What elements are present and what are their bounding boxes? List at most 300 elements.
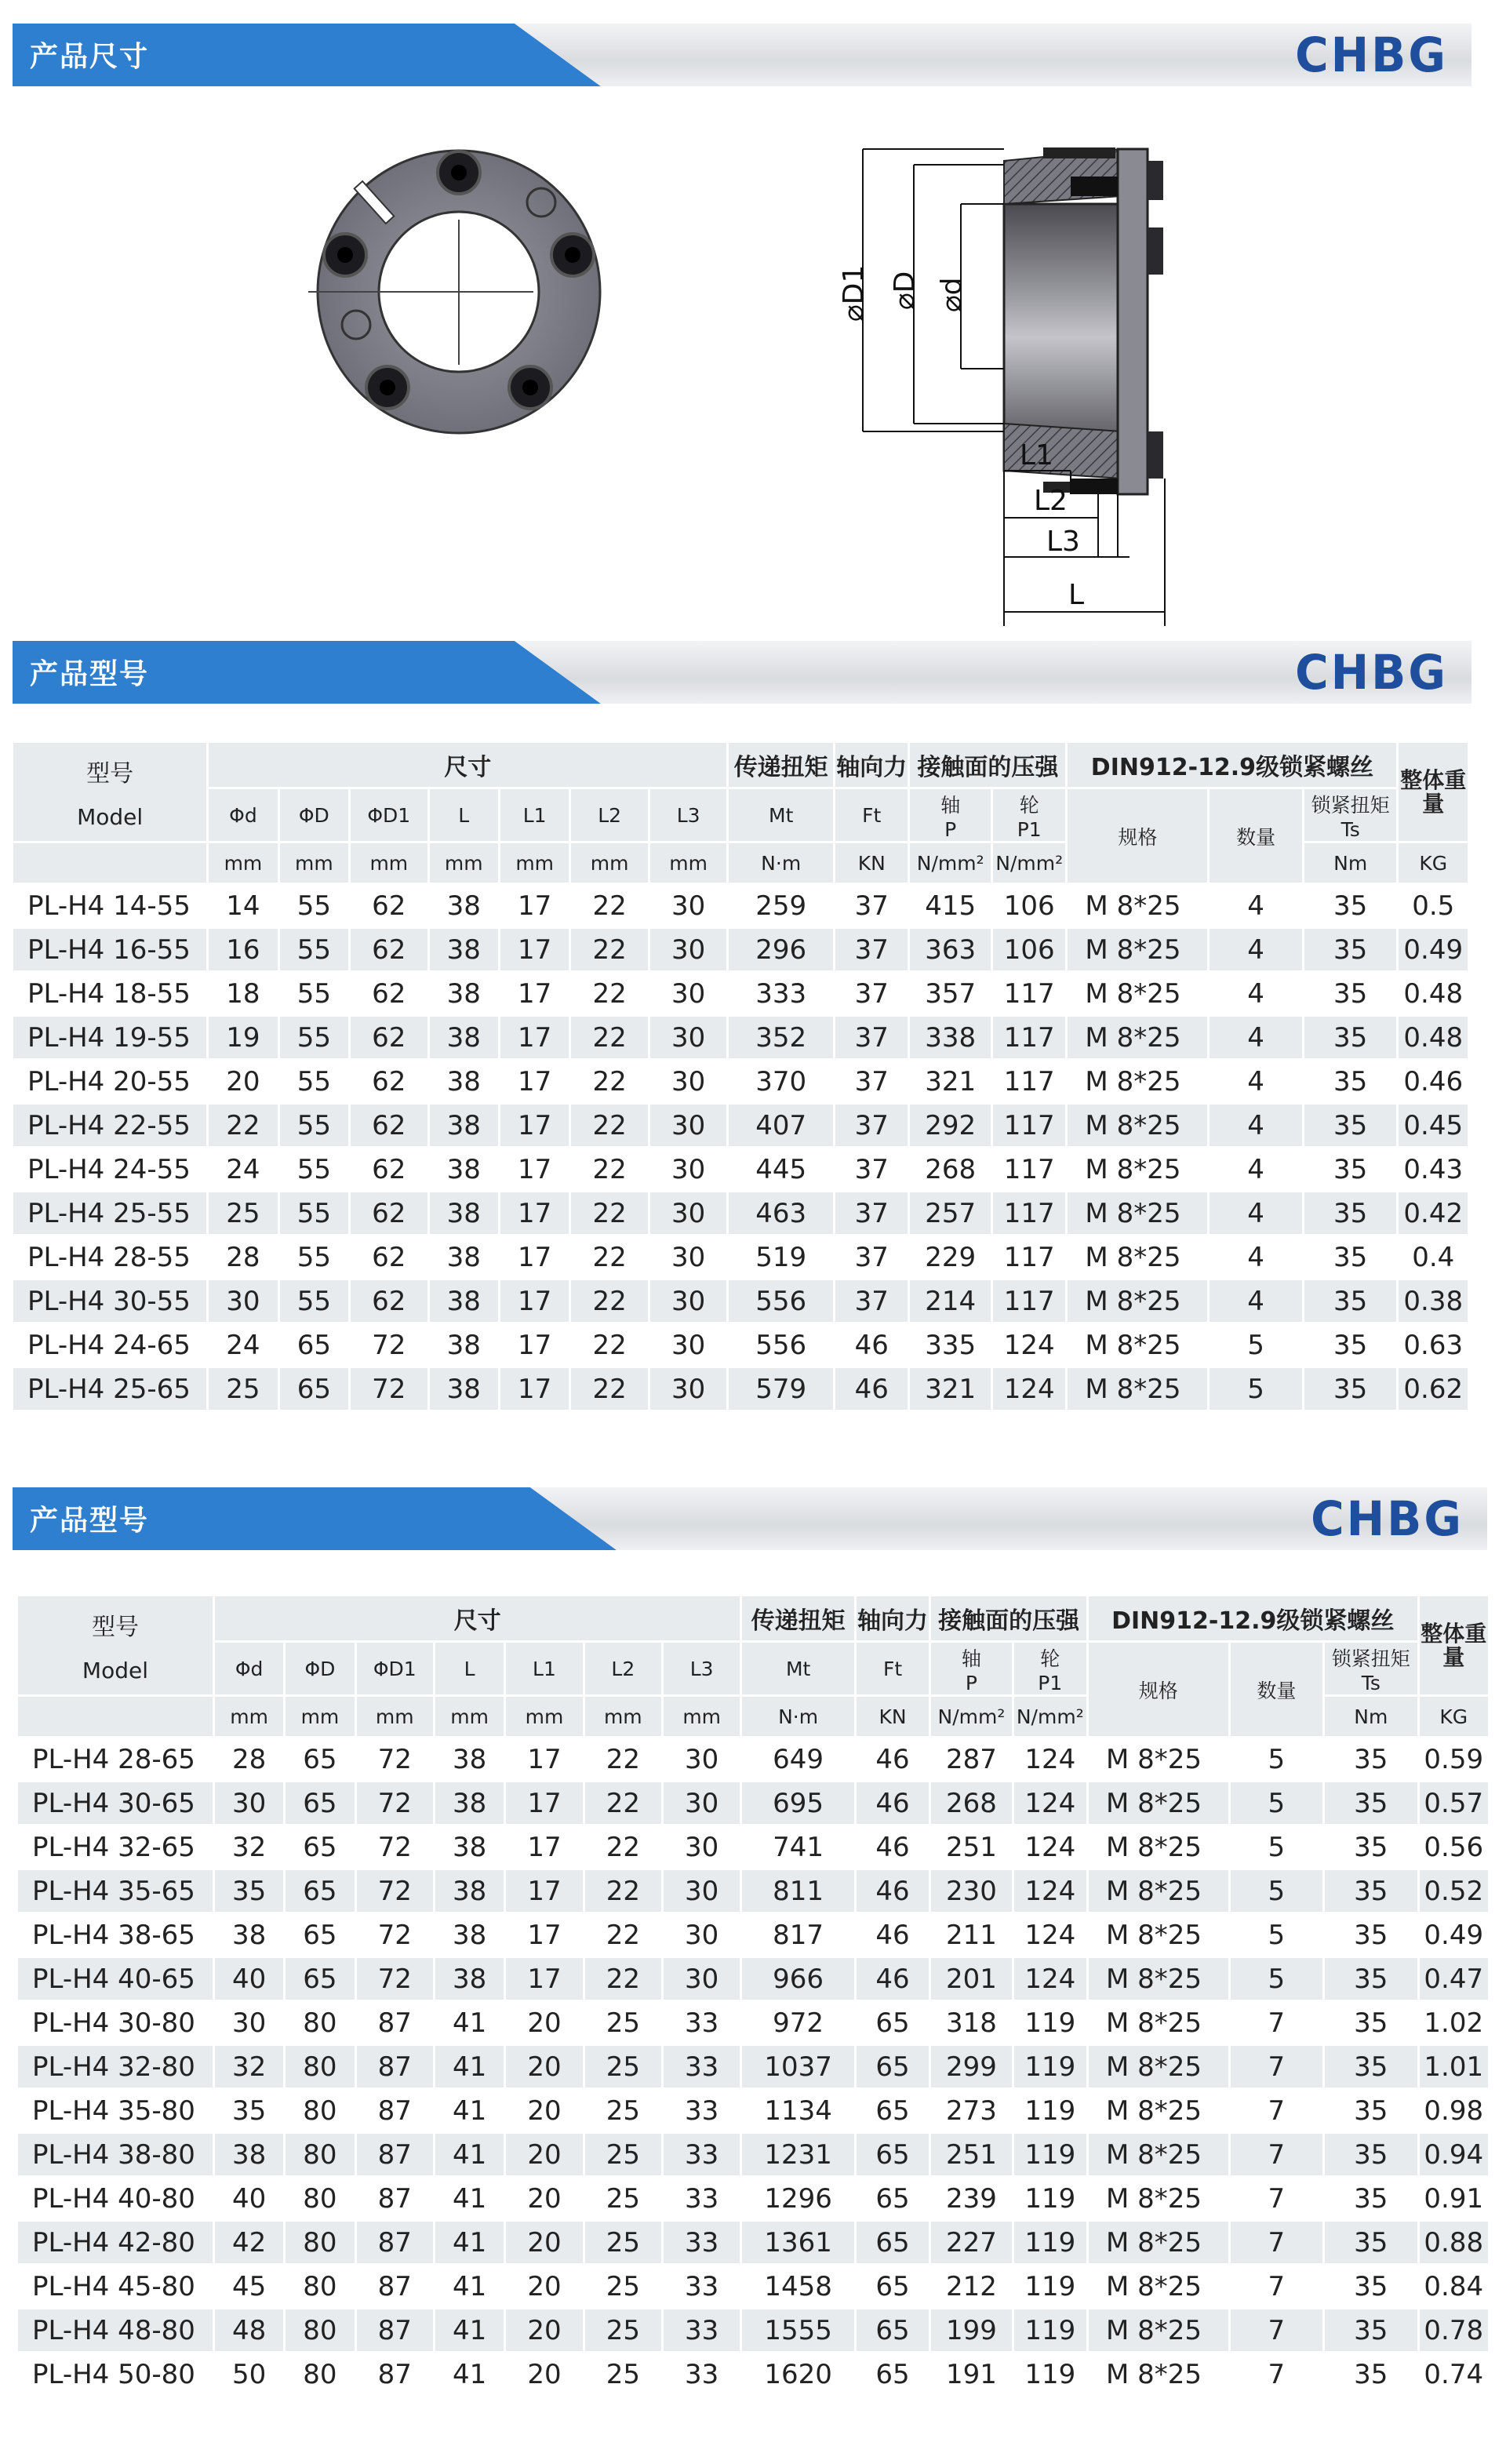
table-cell: 0.56 (1420, 1826, 1488, 1868)
table-cell: 46 (857, 1738, 929, 1780)
unit: mm (435, 1697, 504, 1736)
header-model-cn: 型号 (86, 760, 134, 788)
table-row (18, 2309, 1488, 2351)
table-cell: 24 (209, 1148, 277, 1190)
model-cell: PL-H4 35-65 (18, 1870, 213, 1912)
label-L2: L2 (1034, 485, 1068, 517)
table-cell: 22 (571, 973, 647, 1014)
table-cell: 46 (835, 1324, 908, 1366)
table-cell: 87 (357, 2090, 433, 2131)
table-cell: 33 (664, 2134, 740, 2175)
header-contact: 接触面的压强 (910, 743, 1065, 787)
table-cell: M 8*25 (1068, 1105, 1207, 1146)
table-cell: 80 (286, 2266, 354, 2307)
table-cell: 55 (280, 885, 348, 926)
model-cell: PL-H4 25-65 (13, 1368, 206, 1410)
table-cell: 119 (1014, 2002, 1086, 2044)
table-cell: 80 (286, 2178, 354, 2219)
unit-blank (18, 1697, 213, 1736)
unit: mm (215, 1697, 283, 1736)
model-cell: PL-H4 42-80 (18, 2222, 213, 2263)
table-cell: 41 (435, 2353, 504, 2395)
model-cell: PL-H4 50-80 (18, 2353, 213, 2395)
table-cell: 17 (500, 1105, 569, 1146)
table-cell: 80 (286, 2134, 354, 2175)
table-cell: 20 (506, 2002, 582, 2044)
table-row (18, 2090, 1488, 2131)
table-cell: M 8*25 (1089, 1958, 1228, 2000)
col-spec: 规格 (1068, 789, 1207, 883)
table-cell: 30 (650, 1017, 726, 1058)
model-cell: PL-H4 32-80 (18, 2046, 213, 2087)
header-model-en: Model (77, 804, 144, 830)
table-cell: 35 (1325, 1870, 1417, 1912)
table-cell: 30 (650, 1061, 726, 1102)
table-cell: 25 (209, 1368, 277, 1410)
table-cell: 35 (215, 1870, 283, 1912)
table-cell: 30 (664, 1914, 740, 1956)
table-cell: 17 (500, 1017, 569, 1058)
table-row (18, 1870, 1488, 1912)
table-cell: 46 (835, 1368, 908, 1410)
table-row (13, 1017, 1468, 1058)
table-cell: 0.63 (1399, 1324, 1468, 1366)
table-cell: 0.62 (1399, 1368, 1468, 1410)
table-cell: 338 (910, 1017, 991, 1058)
table-cell: 37 (835, 1148, 908, 1190)
table-row (13, 1236, 1468, 1278)
unit: mm (430, 843, 498, 883)
model-cell: PL-H4 30-80 (18, 2002, 213, 2044)
table-cell: M 8*25 (1068, 1236, 1207, 1278)
table-cell: 41 (435, 2002, 504, 2044)
table-cell: 20 (506, 2266, 582, 2307)
table-cell: 30 (650, 1148, 726, 1190)
table-cell: 17 (506, 1738, 582, 1780)
table-cell: 370 (729, 1061, 833, 1102)
table-cell: 37 (835, 1105, 908, 1146)
table-cell: 7 (1231, 2266, 1322, 2307)
table-cell: 65 (286, 1826, 354, 1868)
table-cell: 1458 (742, 2266, 854, 2307)
unit: mm (280, 843, 348, 883)
table-cell: 25 (585, 2046, 661, 2087)
unit: KG (1399, 843, 1468, 883)
table-cell: 30 (209, 1280, 277, 1322)
table-cell: 87 (357, 2309, 433, 2351)
table-cell: 38 (430, 1061, 498, 1102)
table-cell: 40 (215, 1958, 283, 2000)
unit: KN (857, 1697, 929, 1736)
table-cell: 38 (430, 1105, 498, 1146)
table-cell: 124 (1014, 1870, 1086, 1912)
table-cell: 22 (585, 1914, 661, 1956)
table-cell: 33 (664, 2309, 740, 2351)
table-row (13, 1280, 1468, 1322)
table-cell: M 8*25 (1089, 1826, 1228, 1868)
table-cell: 33 (664, 2266, 740, 2307)
table-cell: 0.49 (1420, 1914, 1488, 1956)
unit: mm (500, 843, 569, 883)
header-axial: 轴向力 (857, 1596, 929, 1640)
table-cell: 20 (506, 2046, 582, 2087)
table-cell: 415 (910, 885, 991, 926)
spec-table-2 (16, 1594, 1490, 2397)
unit: Nm (1325, 1697, 1417, 1736)
table-cell: 17 (500, 929, 569, 970)
table-cell: 1134 (742, 2090, 854, 2131)
table-cell: 35 (1325, 1914, 1417, 1956)
table-cell: 30 (650, 929, 726, 970)
table-cell: 4 (1210, 1192, 1302, 1234)
table-cell: 33 (664, 2090, 740, 2131)
table-cell: 87 (357, 2134, 433, 2175)
table-cell: 62 (351, 1105, 427, 1146)
table-cell: 25 (585, 2178, 661, 2219)
table-cell: 119 (1014, 2353, 1086, 2395)
table-cell: 41 (435, 2090, 504, 2131)
table-cell: 30 (650, 973, 726, 1014)
table-cell: 32 (215, 2046, 283, 2087)
table-cell: 30 (664, 1782, 740, 1824)
table-cell: M 8*25 (1068, 1148, 1207, 1190)
table-cell: 7 (1231, 2134, 1322, 2175)
table-cell: 741 (742, 1826, 854, 1868)
table-cell: 251 (931, 1826, 1011, 1868)
table-cell: 117 (993, 1105, 1065, 1146)
col-d: Φd (209, 789, 277, 841)
table-cell: 119 (1014, 2266, 1086, 2307)
table-cell: 62 (351, 885, 427, 926)
table-cell: 22 (571, 929, 647, 970)
model-cell: PL-H4 19-55 (13, 1017, 206, 1058)
table-cell: 72 (357, 1870, 433, 1912)
table-cell: 38 (435, 1958, 504, 2000)
table-cell: 46 (857, 1782, 929, 1824)
table-cell: 4 (1210, 929, 1302, 970)
table-cell: 33 (664, 2046, 740, 2087)
table-cell: 55 (280, 929, 348, 970)
table-cell: 65 (857, 2178, 929, 2219)
table-cell: 7 (1231, 2046, 1322, 2087)
table-cell: 20 (506, 2178, 582, 2219)
col-L2: L2 (571, 789, 647, 841)
table-cell: 20 (506, 2309, 582, 2351)
table-cell: 268 (931, 1782, 1011, 1824)
table-cell: 4 (1210, 973, 1302, 1014)
table-cell: 0.94 (1420, 2134, 1488, 2175)
model-cell: PL-H4 16-55 (13, 929, 206, 970)
table-cell: 30 (664, 1738, 740, 1780)
header-axial: 轴向力 (835, 743, 908, 787)
section-banner-dims (13, 24, 1471, 86)
label-L3: L3 (1046, 526, 1080, 558)
table-cell: 37 (835, 1017, 908, 1058)
table-cell: 0.91 (1420, 2178, 1488, 2219)
table-cell: 292 (910, 1105, 991, 1146)
table-cell: M 8*25 (1068, 973, 1207, 1014)
table-cell: 72 (351, 1368, 427, 1410)
table-cell: 65 (857, 2309, 929, 2351)
table-cell: M 8*25 (1089, 2090, 1228, 2131)
unit: KN (835, 843, 908, 883)
col-hub: 轮 P1 (1014, 1643, 1086, 1694)
unit: mm (209, 843, 277, 883)
table-cell: M 8*25 (1089, 2002, 1228, 2044)
table-row (18, 2134, 1488, 2175)
table-cell: M 8*25 (1068, 885, 1207, 926)
table-cell: M 8*25 (1089, 1870, 1228, 1912)
table-cell: 35 (1304, 1105, 1397, 1146)
label-L: L (1068, 579, 1085, 611)
table-cell: 117 (993, 1148, 1065, 1190)
col-D1: ΦD1 (357, 1643, 433, 1694)
table-cell: 35 (1325, 2353, 1417, 2395)
table-cell: 5 (1231, 1914, 1322, 1956)
table-cell: 46 (857, 1958, 929, 2000)
unit: mm (286, 1697, 354, 1736)
table-cell: 30 (664, 1826, 740, 1868)
table-cell: 214 (910, 1280, 991, 1322)
table-row (13, 929, 1468, 970)
table-cell: 119 (1014, 2046, 1086, 2087)
table-cell: 17 (500, 1236, 569, 1278)
table-cell: 37 (835, 885, 908, 926)
table-cell: 65 (286, 1870, 354, 1912)
table-cell: 0.5 (1399, 885, 1468, 926)
model-cell: PL-H4 40-80 (18, 2178, 213, 2219)
table-cell: 407 (729, 1105, 833, 1146)
col-D: ΦD (280, 789, 348, 841)
table-cell: 124 (1014, 1914, 1086, 1956)
table-cell: 65 (286, 1914, 354, 1956)
header-model-en: Model (82, 1658, 148, 1683)
table-cell: M 8*25 (1089, 1782, 1228, 1824)
table-cell: 72 (351, 1324, 427, 1366)
table-cell: 119 (1014, 2309, 1086, 2351)
section-banner-models2 (13, 1487, 1487, 1550)
table-row (18, 2353, 1488, 2395)
table-cell: 22 (209, 1105, 277, 1146)
table-cell: 321 (910, 1061, 991, 1102)
table-cell: 72 (357, 1826, 433, 1868)
col-L2: L2 (585, 1643, 661, 1694)
table-cell: 321 (910, 1368, 991, 1410)
header-weight: 整体重量 (1399, 743, 1468, 841)
col-tight: 锁紧扭矩 Ts (1325, 1643, 1417, 1694)
table-cell: 22 (585, 1958, 661, 2000)
table-cell: 28 (215, 1738, 283, 1780)
table-cell: 22 (585, 1870, 661, 1912)
table-cell: 30 (650, 1192, 726, 1234)
table-cell: 14 (209, 885, 277, 926)
table-cell: 0.52 (1420, 1870, 1488, 1912)
table-cell: 4 (1210, 885, 1302, 926)
table-cell: 17 (500, 1368, 569, 1410)
unit: N·m (729, 843, 833, 883)
col-mt: Mt (729, 789, 833, 841)
table-cell: 1361 (742, 2222, 854, 2263)
table-cell: 363 (910, 929, 991, 970)
table-cell: 37 (835, 1280, 908, 1322)
model-cell: PL-H4 48-80 (18, 2309, 213, 2351)
col-qty: 数量 (1231, 1643, 1322, 1736)
table-cell: 30 (215, 1782, 283, 1824)
table-cell: 55 (280, 1148, 348, 1190)
table-cell: 22 (571, 1061, 647, 1102)
table-cell: 22 (571, 1192, 647, 1234)
table-cell: 37 (835, 973, 908, 1014)
table-cell: 38 (430, 1017, 498, 1058)
table-cell: 124 (993, 1324, 1065, 1366)
table-cell: 65 (857, 2222, 929, 2263)
table-cell: 239 (931, 2178, 1011, 2219)
table-cell: 4 (1210, 1236, 1302, 1278)
table-cell: 273 (931, 2090, 1011, 2131)
section-title: 产品型号 (30, 658, 150, 690)
table-cell: 22 (571, 1017, 647, 1058)
table-cell: 22 (585, 1738, 661, 1780)
table-cell: 7 (1231, 2353, 1322, 2395)
table-cell: 22 (571, 1324, 647, 1366)
table-cell: 7 (1231, 2309, 1322, 2351)
table-row (18, 2046, 1488, 2087)
model-cell: PL-H4 24-55 (13, 1148, 206, 1190)
table-cell: 20 (209, 1061, 277, 1102)
label-d: ⌀d (936, 277, 968, 312)
table-cell: 17 (500, 1192, 569, 1234)
table-cell: 463 (729, 1192, 833, 1234)
table-row (13, 885, 1468, 926)
table-cell: 62 (351, 1148, 427, 1190)
col-D: ΦD (286, 1643, 354, 1694)
table-cell: 38 (430, 1324, 498, 1366)
model-cell: PL-H4 30-55 (13, 1280, 206, 1322)
table-cell: 16 (209, 929, 277, 970)
table-cell: 811 (742, 1870, 854, 1912)
table-cell: 80 (286, 2090, 354, 2131)
table-cell: 1620 (742, 2353, 854, 2395)
table-cell: 22 (571, 1280, 647, 1322)
table-cell: 35 (1304, 1368, 1397, 1410)
table-cell: 117 (993, 973, 1065, 1014)
col-shaft: 轴 P (910, 789, 991, 841)
table-cell: 37 (835, 1236, 908, 1278)
col-L: L (435, 1643, 504, 1694)
table-cell: 966 (742, 1958, 854, 2000)
table-cell: 22 (571, 1368, 647, 1410)
table-row (18, 1958, 1488, 2000)
table-cell: M 8*25 (1068, 1192, 1207, 1234)
table-cell: 1231 (742, 2134, 854, 2175)
table-cell: 124 (993, 1368, 1065, 1410)
table-cell: 37 (835, 1192, 908, 1234)
table-cell: 19 (209, 1017, 277, 1058)
table-cell: 117 (993, 1061, 1065, 1102)
table-cell: 38 (430, 1236, 498, 1278)
table-row (18, 1738, 1488, 1780)
table-cell: 80 (286, 2002, 354, 2044)
table-cell: 62 (351, 1017, 427, 1058)
model-cell: PL-H4 38-80 (18, 2134, 213, 2175)
table-row (13, 973, 1468, 1014)
table-cell: 519 (729, 1236, 833, 1278)
table-cell: 17 (500, 1280, 569, 1322)
table-cell: 80 (286, 2222, 354, 2263)
table-cell: 65 (280, 1324, 348, 1366)
table-cell: 212 (931, 2266, 1011, 2307)
table-cell: 25 (585, 2353, 661, 2395)
label-L1: L1 (1020, 439, 1053, 471)
table-cell: 35 (1325, 2090, 1417, 2131)
table-cell: 5 (1231, 1782, 1322, 1824)
table-cell: 87 (357, 2353, 433, 2395)
table-cell: 65 (857, 2134, 929, 2175)
table-cell: 65 (286, 1782, 354, 1824)
table-cell: 1.02 (1420, 2002, 1488, 2044)
unit: mm (506, 1697, 582, 1736)
table-cell: 65 (280, 1368, 348, 1410)
table-cell: 251 (931, 2134, 1011, 2175)
col-tight: 锁紧扭矩 Ts (1304, 789, 1397, 841)
table-cell: 0.47 (1420, 1958, 1488, 2000)
unit: mm (571, 843, 647, 883)
table-cell: 46 (857, 1826, 929, 1868)
table-cell: 199 (931, 2309, 1011, 2351)
table-cell: 124 (1014, 1826, 1086, 1868)
table-cell: 35 (1325, 1958, 1417, 2000)
table-cell: 38 (430, 973, 498, 1014)
table-cell: 72 (357, 1782, 433, 1824)
table-cell: 25 (209, 1192, 277, 1234)
table-cell: 445 (729, 1148, 833, 1190)
col-L1: L1 (500, 789, 569, 841)
table-cell: 299 (931, 2046, 1011, 2087)
table-cell: 41 (435, 2309, 504, 2351)
table-cell: 5 (1231, 1870, 1322, 1912)
table-cell: 35 (1304, 885, 1397, 926)
table-cell: 5 (1231, 1826, 1322, 1868)
table-cell: 38 (215, 1914, 283, 1956)
table-cell: 201 (931, 1958, 1011, 2000)
model-cell: PL-H4 28-65 (18, 1738, 213, 1780)
table-cell: 191 (931, 2353, 1011, 2395)
table-cell: 817 (742, 1914, 854, 1956)
model-cell: PL-H4 14-55 (13, 885, 206, 926)
table-cell: 106 (993, 929, 1065, 970)
unit: Nm (1304, 843, 1397, 883)
table-cell: 65 (857, 2090, 929, 2131)
table-cell: 87 (357, 2266, 433, 2307)
header-dims: 尺寸 (215, 1596, 740, 1640)
table-cell: 25 (585, 2002, 661, 2044)
table-cell: 35 (1325, 1826, 1417, 1868)
table-cell: 45 (215, 2266, 283, 2307)
table-cell: 25 (585, 2266, 661, 2307)
unit: N/mm² (993, 843, 1065, 883)
table-cell: 20 (506, 2353, 582, 2395)
table-cell: 259 (729, 885, 833, 926)
table-cell: 357 (910, 973, 991, 1014)
table-cell: 296 (729, 929, 833, 970)
table-cell: 17 (500, 973, 569, 1014)
table-cell: M 8*25 (1089, 1914, 1228, 1956)
section-title: 产品型号 (30, 1505, 150, 1537)
table-cell: M 8*25 (1089, 2046, 1228, 2087)
table-cell: 80 (286, 2309, 354, 2351)
table-cell: 20 (506, 2134, 582, 2175)
table-cell: 30 (650, 1236, 726, 1278)
